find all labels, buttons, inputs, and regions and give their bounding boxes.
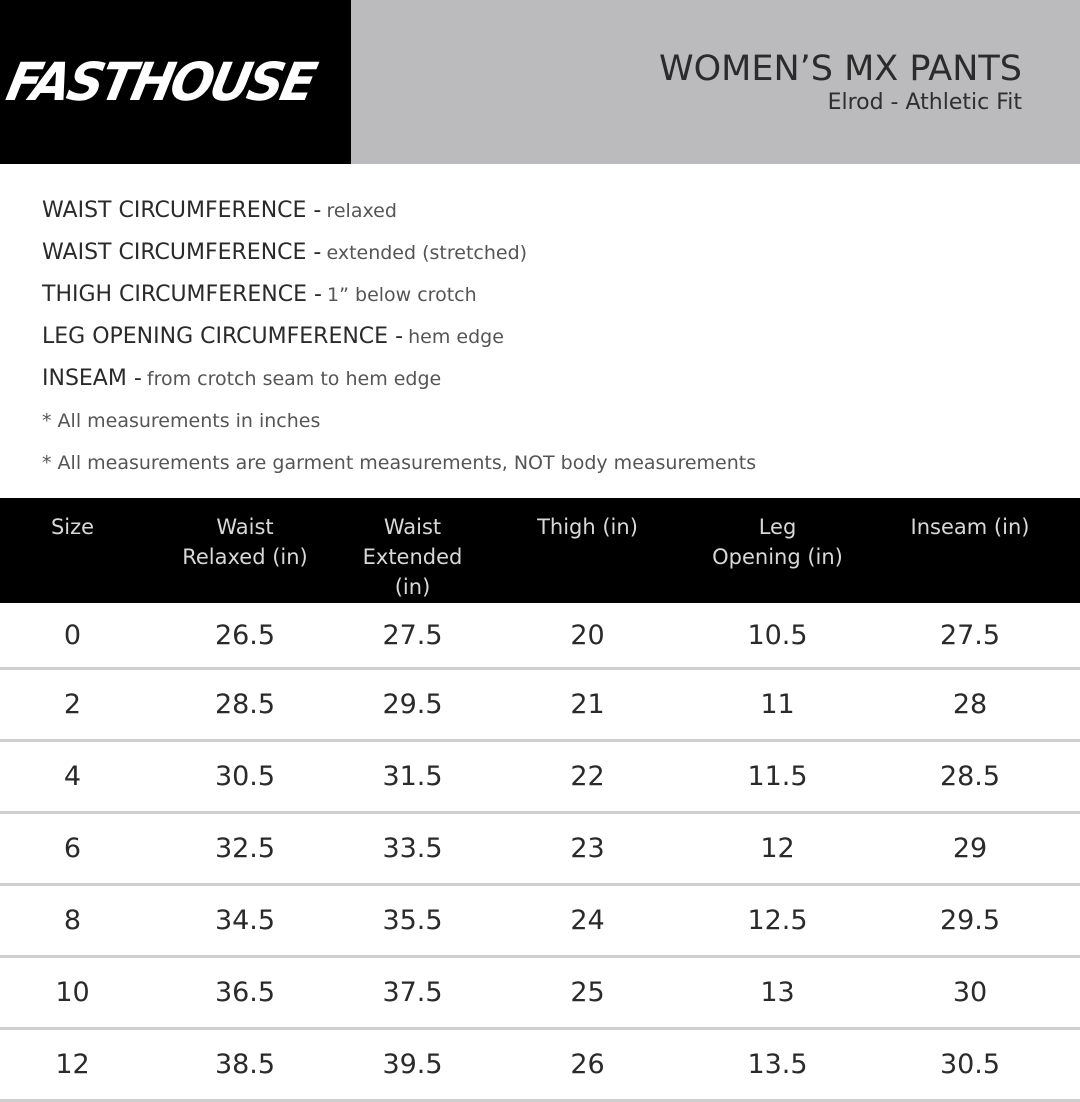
cell-waist-extended: 39.5: [345, 1029, 480, 1101]
cell-thigh: 24: [480, 885, 695, 957]
legend-key: WAIST CIRCUMFERENCE -: [42, 198, 322, 223]
cell-thigh: 22: [480, 741, 695, 813]
brand-logo-text: FASTHOUSE: [1, 51, 320, 113]
cell-thigh: 23: [480, 813, 695, 885]
legend-key: THIGH CIRCUMFERENCE -: [42, 282, 322, 307]
header-line: Leg: [758, 515, 797, 539]
title-block: [351, 0, 1080, 164]
cell-inseam: 29: [860, 813, 1080, 885]
cell-waist-extended: 29.5: [345, 669, 480, 741]
header-line: Size: [50, 515, 95, 539]
legend-desc: from crotch seam to hem edge: [146, 368, 442, 390]
cell-waist-relaxed: 32.5: [145, 813, 345, 885]
cell-inseam: 27.5: [860, 603, 1080, 669]
cell-thigh: 20: [480, 603, 695, 669]
cell-waist-extended: 31.5: [345, 741, 480, 813]
cell-leg-opening: 13: [695, 957, 860, 1029]
table-row: [0, 603, 1080, 669]
cell-leg-opening: 10.5: [695, 603, 860, 669]
page-subtitle: Elrod - Athletic Fit: [827, 90, 1022, 115]
cell-leg-opening: 11.5: [695, 741, 860, 813]
cell-inseam: 30.5: [860, 1029, 1080, 1101]
cell-size: 8: [0, 885, 145, 957]
header-line: Waist: [216, 515, 274, 539]
cell-waist-extended: 27.5: [345, 603, 480, 669]
table-row: [0, 885, 1080, 957]
table-row: [0, 1029, 1080, 1101]
legend-item: [42, 278, 1080, 320]
header-banner: [0, 0, 1080, 164]
header-line: Opening (in): [712, 545, 843, 569]
table-row: [0, 957, 1080, 1029]
legend-key: INSEAM -: [42, 366, 142, 391]
column-header-waist-extended: [345, 498, 480, 603]
cell-waist-relaxed: 34.5: [145, 885, 345, 957]
cell-inseam: 29.5: [860, 885, 1080, 957]
cell-size: 6: [0, 813, 145, 885]
column-header-waist-relaxed: [145, 498, 345, 603]
header-line: Waist: [383, 515, 442, 539]
measurement-legend: [0, 164, 1080, 474]
legend-desc: relaxed: [326, 200, 397, 222]
cell-thigh: 26: [480, 1029, 695, 1101]
table-row: [0, 669, 1080, 741]
cell-leg-opening: 12: [695, 813, 860, 885]
cell-waist-extended: 35.5: [345, 885, 480, 957]
cell-size: 0: [0, 603, 145, 669]
size-chart-table: [0, 498, 1080, 1102]
header-line: Relaxed (in): [182, 545, 308, 569]
cell-leg-opening: 11: [695, 669, 860, 741]
legend-key: LEG OPENING CIRCUMFERENCE -: [42, 324, 404, 349]
cell-size: 4: [0, 741, 145, 813]
cell-waist-relaxed: 28.5: [145, 669, 345, 741]
legend-item: [42, 362, 1080, 404]
cell-waist-relaxed: 26.5: [145, 603, 345, 669]
cell-waist-extended: 33.5: [345, 813, 480, 885]
cell-inseam: 30: [860, 957, 1080, 1029]
cell-waist-relaxed: 38.5: [145, 1029, 345, 1101]
column-header-thigh: [480, 498, 695, 603]
cell-thigh: 25: [480, 957, 695, 1029]
table-row: [0, 741, 1080, 813]
cell-size: 12: [0, 1029, 145, 1101]
legend-desc: hem edge: [408, 326, 504, 348]
legend-key: WAIST CIRCUMFERENCE -: [42, 240, 322, 265]
table-header-row: [0, 498, 1080, 603]
legend-item: [42, 320, 1080, 362]
legend-desc: extended (stretched): [326, 242, 528, 264]
cell-waist-relaxed: 30.5: [145, 741, 345, 813]
page-title: WOMEN’S MX PANTS: [658, 49, 1022, 89]
column-header-leg-opening: [695, 498, 860, 603]
cell-inseam: 28: [860, 669, 1080, 741]
header-line: Extended (in): [362, 545, 463, 599]
header-line: Inseam (in): [910, 515, 1030, 539]
table-row: [0, 813, 1080, 885]
cell-size: 10: [0, 957, 145, 1029]
cell-waist-extended: 37.5: [345, 957, 480, 1029]
cell-waist-relaxed: 36.5: [145, 957, 345, 1029]
legend-item: [42, 194, 1080, 236]
header-line: Thigh (in): [537, 515, 638, 539]
column-header-inseam: [860, 498, 1080, 603]
cell-thigh: 21: [480, 669, 695, 741]
column-header-size: [0, 498, 145, 603]
note-garment: * All measurements are garment measurements, NOT body measurements: [42, 452, 757, 474]
legend-desc: 1” below crotch: [327, 284, 477, 306]
cell-leg-opening: 12.5: [695, 885, 860, 957]
note-units: * All measurements in inches: [42, 410, 321, 432]
cell-size: 2: [0, 669, 145, 741]
brand-logo: [0, 0, 351, 164]
cell-leg-opening: 13.5: [695, 1029, 860, 1101]
cell-inseam: 28.5: [860, 741, 1080, 813]
legend-item: [42, 236, 1080, 278]
